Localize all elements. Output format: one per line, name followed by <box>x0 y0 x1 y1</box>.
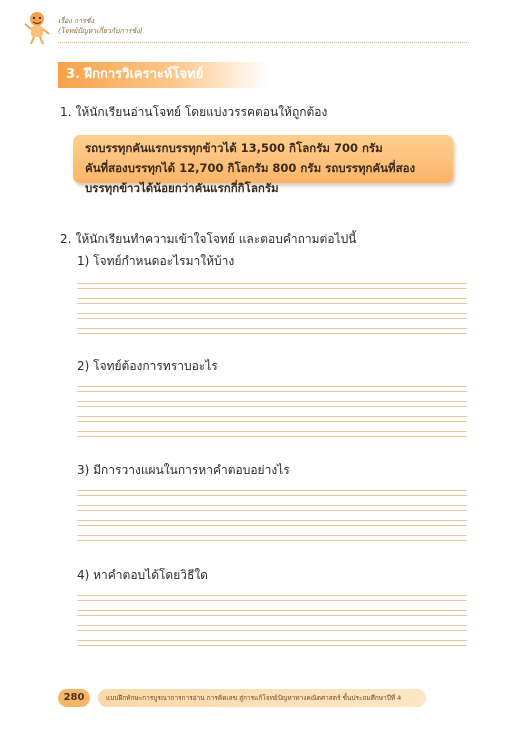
answer-line <box>77 510 467 511</box>
question-2-number: 2. <box>60 232 72 246</box>
answer-line <box>77 595 467 596</box>
problem-line: บรรทุกข้าวได้น้อยกว่าคันแรกกี่กิโลกรัม <box>85 181 279 195</box>
footer-title: แบบฝึกทักษะการบูรณาการการอ่าน การคิดเลข สู่การแก้โจทย์ปัญหาทางคณิตศาสตร์ ชั้นประถมศึกษาปีที่ 4 <box>98 689 426 707</box>
answer-line <box>77 318 467 319</box>
header-subtopic: (โจทย์ปัญหาเกี่ยวกับการชั่ง) <box>58 27 143 35</box>
sub-question-3: 3) มีการวางแผนในการหาคำตอบอย่างไร <box>77 463 290 477</box>
problem-line: รถบรรทุกคันแรกบรรทุกข้าวได้ 13,500 กิโลกรัม 700 กรัม <box>85 141 383 155</box>
answer-line <box>77 520 467 521</box>
answer-line <box>77 283 467 284</box>
answer-line <box>77 540 467 541</box>
answer-line <box>77 495 467 496</box>
answer-line <box>77 610 467 611</box>
answer-line <box>77 625 467 626</box>
answer-line <box>77 600 467 601</box>
page-number: 280 <box>58 689 90 707</box>
answer-line <box>77 386 467 387</box>
answer-line <box>77 391 467 392</box>
answer-line <box>77 525 467 526</box>
problem-box <box>73 135 453 195</box>
answer-line <box>77 436 467 437</box>
answer-line <box>77 298 467 299</box>
answer-line <box>77 615 467 616</box>
answer-line <box>77 333 467 334</box>
mascot-icon <box>22 10 52 46</box>
answer-line <box>77 421 467 422</box>
question-1 <box>60 103 327 122</box>
answer-line <box>77 303 467 304</box>
sub-question-2: 2) โจทย์ต้องการทราบอะไร <box>77 359 218 373</box>
answer-line <box>77 401 467 402</box>
answer-line <box>77 288 467 289</box>
answer-line <box>77 630 467 631</box>
answer-line <box>77 640 467 641</box>
answer-line <box>77 416 467 417</box>
answer-line <box>77 505 467 506</box>
sub-question-4: 4) หาคำตอบได้โดยวิธีใด <box>77 568 208 582</box>
header-topic: เรื่อง การชั่ง <box>58 17 95 25</box>
question-2 <box>60 230 356 249</box>
header-divider <box>58 42 469 43</box>
answer-line <box>77 313 467 314</box>
problem-line: คันที่สองบรรทุกได้ 12,700 กิโลกรัม 800 กรัม รถบรรทุกคันที่สอง <box>85 161 416 175</box>
header-text <box>58 16 142 36</box>
question-1-number: 1. <box>60 105 72 119</box>
answer-line <box>77 645 467 646</box>
answer-line <box>77 406 467 407</box>
section-title: 3. ฝึกการวิเคราะห์โจทย์ <box>58 62 268 88</box>
answer-line <box>77 328 467 329</box>
answer-line <box>77 431 467 432</box>
answer-line <box>77 490 467 491</box>
sub-question-1: 1) โจทย์กำหนดอะไรมาให้บ้าง <box>77 254 235 268</box>
question-2-text: ให้นักเรียนทำความเข้าใจโจทย์ และตอบคำถามต่อไปนี้ <box>75 232 357 246</box>
answer-line <box>77 535 467 536</box>
question-1-text: ให้นักเรียนอ่านโจทย์ โดยแบ่งวรรคตอนให้ถูกต้อง <box>75 105 328 119</box>
